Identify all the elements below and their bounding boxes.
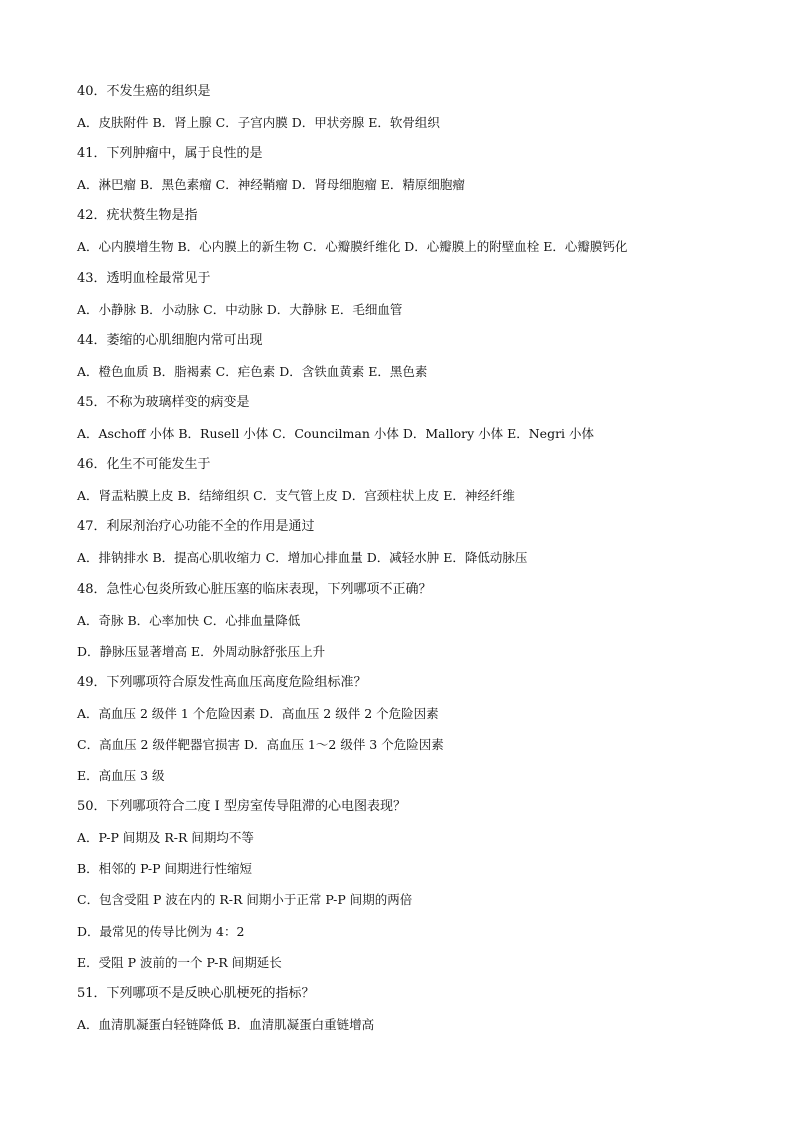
question-stem: 46．化生不可能发生于: [77, 457, 211, 473]
question-stem: 45．不称为玻璃样变的病变是: [77, 394, 250, 410]
question-stem: 51．下列哪项不是反映心肌梗死的指标？: [77, 985, 315, 1001]
answer-options: C．高血压 2 级伴靶器官损害 D．高血压 1～2 级伴 3 个危险因素: [77, 736, 444, 752]
answer-options: D．最常见的传导比例为 4：2: [77, 923, 245, 939]
question-stem: 49．下列哪项符合原发性高血压高度危险组标准？: [77, 674, 367, 690]
answer-options: A．橙色血质 B．脂褐素 C．疟色素 D．含铁血黄素 E．黑色素: [77, 363, 428, 379]
answer-options: A．血清肌凝蛋白轻链降低 B．血清肌凝蛋白重链增高: [77, 1016, 375, 1032]
question-stem: 40．不发生癌的组织是: [77, 84, 211, 99]
question-stem: 48．急性心包炎所致心脏压塞的临床表现，下列哪项不正确？: [77, 581, 432, 597]
answer-options: A．肾盂粘膜上皮 B．结缔组织 C．支气管上皮 D．宫颈柱状上皮 E．神经纤维: [77, 488, 515, 504]
answer-options: D．静脉压显著增高 E．外周动脉舒张压上升: [77, 643, 326, 659]
question-stem: 43．透明血栓最常见于: [77, 270, 211, 286]
answer-options: B．相邻的 P-P 间期进行性缩短: [77, 861, 252, 877]
question-stem: 41．下列肿瘤中，属于良性的是: [77, 146, 263, 162]
answer-options: A．排钠排水 B．提高心肌收缩力 C．增加心排血量 D．减轻水肿 E．降低动脉压: [77, 550, 528, 566]
answer-options: A．高血压 2 级伴 1 个危险因素 D．高血压 2 级伴 2 个危险因素: [77, 705, 439, 721]
answer-options: A．皮肤附件 B．肾上腺 C．子宫内膜 D．甲状旁腺 E．软骨组织: [77, 115, 440, 131]
answer-options: A．心内膜增生物 B．心内膜上的新生物 C．心瓣膜纤维化 D．心瓣膜上的附壁血栓 E．心瓣膜钙化: [77, 239, 628, 255]
question-stem: 50．下列哪项符合二度 I 型房室传导阻滞的心电图表现？: [77, 799, 406, 815]
question-list: [77, 82, 757, 1046]
question-stem: 42．疣状赘生物是指: [77, 208, 198, 224]
answer-options: A．淋巴瘤 B．黑色素瘤 C．神经鞘瘤 D．肾母细胞瘤 E．精原细胞瘤: [77, 177, 465, 193]
question-stem: 47．利尿剂治疗心功能不全的作用是通过: [77, 519, 315, 535]
answer-options: E．高血压 3 级: [77, 768, 165, 784]
answer-options: A．奇脉 B．心率加快 C．心排血量降低: [77, 612, 301, 628]
answer-options: C．包含受阻 P 波在内的 R-R 间期小于正常 P-P 间期的两倍: [77, 892, 413, 908]
answer-options: A．P-P 间期及 R-R 间期均不等: [77, 830, 254, 846]
answer-options: A．小静脉 B．小动脉 C．中动脉 D．大静脉 E．毛细血管: [77, 301, 403, 317]
answer-options: A．Aschoff 小体 B．Rusell 小体 C．Councilman 小体 D．Mallory 小体 E．Negri 小体: [77, 426, 595, 442]
answer-options: E．受阻 P 波前的一个 P-R 间期延长: [77, 954, 282, 970]
question-stem: 44．萎缩的心肌细胞内常可出现: [77, 332, 263, 348]
